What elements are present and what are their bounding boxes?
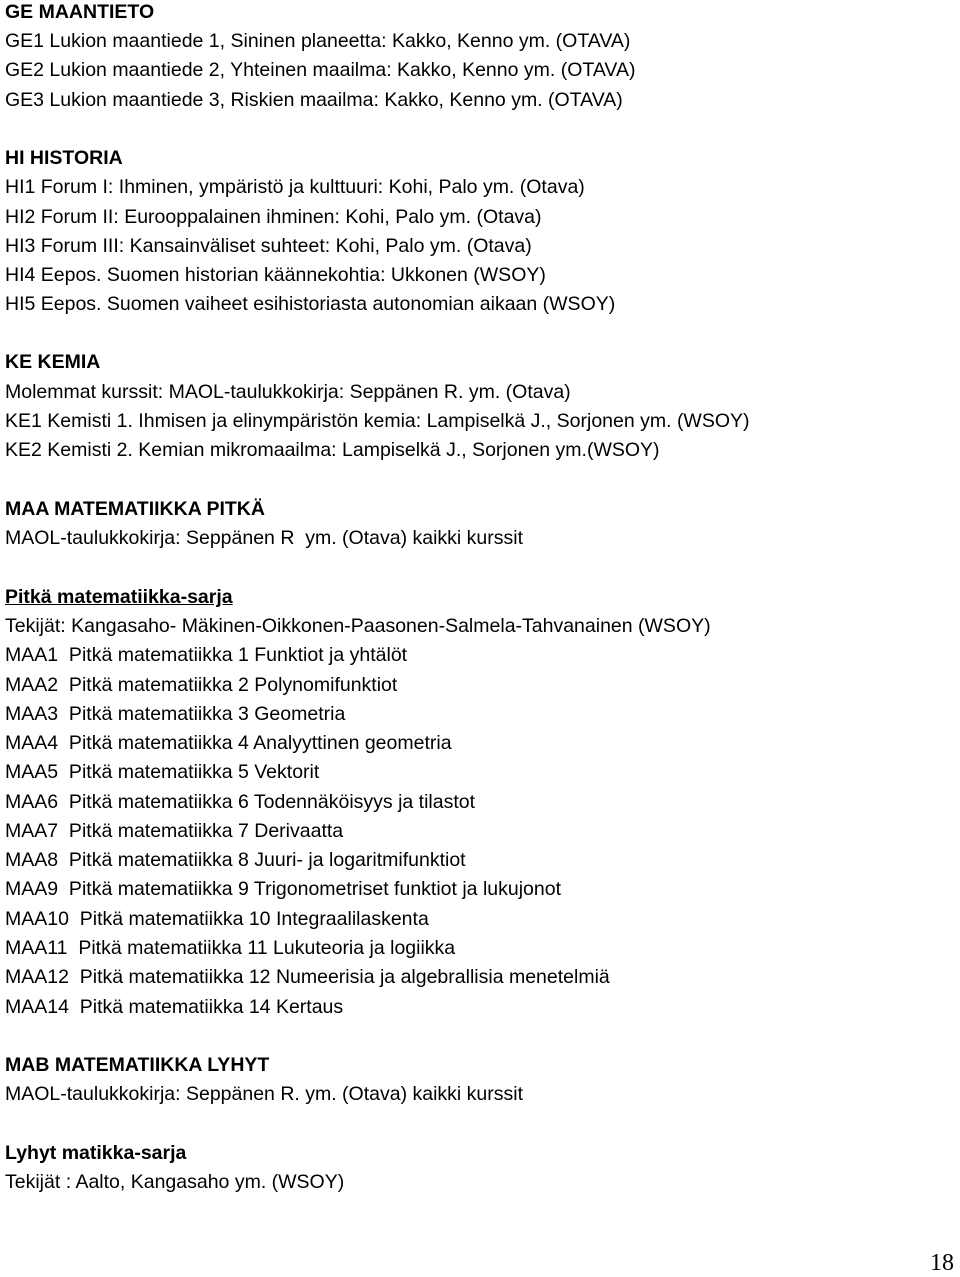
course-item: MAA7 Pitkä matematiikka 7 Derivaatta bbox=[5, 820, 344, 842]
mab-authors: Tekijät : Aalto, Kangasaho ym. (WSOY) bbox=[5, 1171, 345, 1193]
course-item: MAA6 Pitkä matematiikka 6 Todennäköisyys ja tilastot bbox=[5, 791, 476, 813]
series-heading-maa: Pitkä matematiikka-sarja bbox=[5, 586, 233, 608]
mab-intro: MAOL-taulukkokirja: Seppänen R. ym. (Otava) kaikki kurssit bbox=[5, 1083, 524, 1105]
course-item: MAA12 Pitkä matematiikka 12 Numeerisia ja algebrallisia menetelmiä bbox=[5, 966, 610, 988]
list-item: Molemmat kurssit: MAOL-taulukkokirja: Seppänen R. ym. (Otava) bbox=[5, 381, 571, 403]
page-number: 18 bbox=[930, 1250, 954, 1276]
series-heading-mab: Lyhyt matikka-sarja bbox=[5, 1142, 187, 1164]
list-item: HI3 Forum III: Kansainväliset suhteet: Kohi, Palo ym. (Otava) bbox=[5, 235, 532, 257]
list-item: GE2 Lukion maantiede 2, Yhteinen maailma: Kakko, Kenno ym. (OTAVA) bbox=[5, 59, 636, 81]
course-item: MAA3 Pitkä matematiikka 3 Geometria bbox=[5, 703, 346, 725]
list-item: GE3 Lukion maantiede 3, Riskien maailma: Kakko, Kenno ym. (OTAVA) bbox=[5, 89, 623, 111]
list-item: HI4 Eepos. Suomen historian käännekohtia: Ukkonen (WSOY) bbox=[5, 264, 546, 286]
list-item: HI1 Forum I: Ihminen, ympäristö ja kulttuuri: Kohi, Palo ym. (Otava) bbox=[5, 176, 585, 198]
list-item: HI2 Forum II: Eurooppalainen ihminen: Kohi, Palo ym. (Otava) bbox=[5, 206, 542, 228]
section-heading-ge: GE MAANTIETO bbox=[5, 1, 155, 23]
section-heading-ke: KE KEMIA bbox=[5, 351, 101, 373]
maa-intro: MAOL-taulukkokirja: Seppänen R ym. (Otava) kaikki kurssit bbox=[5, 527, 524, 549]
section-heading-hi: HI HISTORIA bbox=[5, 147, 123, 169]
course-item: MAA2 Pitkä matematiikka 2 Polynomifunktiot bbox=[5, 674, 398, 696]
list-item: KE1 Kemisti 1. Ihmisen ja elinympäristön kemia: Lampiselkä J., Sorjonen ym. (WSOY) bbox=[5, 410, 750, 432]
course-item: MAA4 Pitkä matematiikka 4 Analyyttinen geometria bbox=[5, 732, 452, 754]
course-item: MAA5 Pitkä matematiikka 5 Vektorit bbox=[5, 761, 320, 783]
list-item: GE1 Lukion maantiede 1, Sininen planeetta: Kakko, Kenno ym. (OTAVA) bbox=[5, 30, 631, 52]
course-item: MAA14 Pitkä matematiikka 14 Kertaus bbox=[5, 996, 344, 1018]
course-item: MAA8 Pitkä matematiikka 8 Juuri- ja logaritmifunktiot bbox=[5, 849, 466, 871]
course-item: MAA11 Pitkä matematiikka 11 Lukuteoria ja logiikka bbox=[5, 937, 456, 959]
course-item: MAA9 Pitkä matematiikka 9 Trigonometriset funktiot ja lukujonot bbox=[5, 878, 561, 900]
section-heading-mab: MAB MATEMATIIKKA LYHYT bbox=[5, 1054, 270, 1076]
list-item: HI5 Eepos. Suomen vaiheet esihistoriasta autonomian aikaan (WSOY) bbox=[5, 293, 616, 315]
course-item: MAA1 Pitkä matematiikka 1 Funktiot ja yhtälöt bbox=[5, 644, 408, 666]
maa-authors: Tekijät: Kangasaho- Mäkinen-Oikkonen-Paasonen-Salmela-Tahvanainen (WSOY) bbox=[5, 615, 711, 637]
section-heading-maa: MAA MATEMATIIKKA PITKÄ bbox=[5, 498, 265, 520]
course-item: MAA10 Pitkä matematiikka 10 Integraalilaskenta bbox=[5, 908, 429, 930]
list-item: KE2 Kemisti 2. Kemian mikromaailma: Lampiselkä J., Sorjonen ym.(WSOY) bbox=[5, 439, 660, 461]
